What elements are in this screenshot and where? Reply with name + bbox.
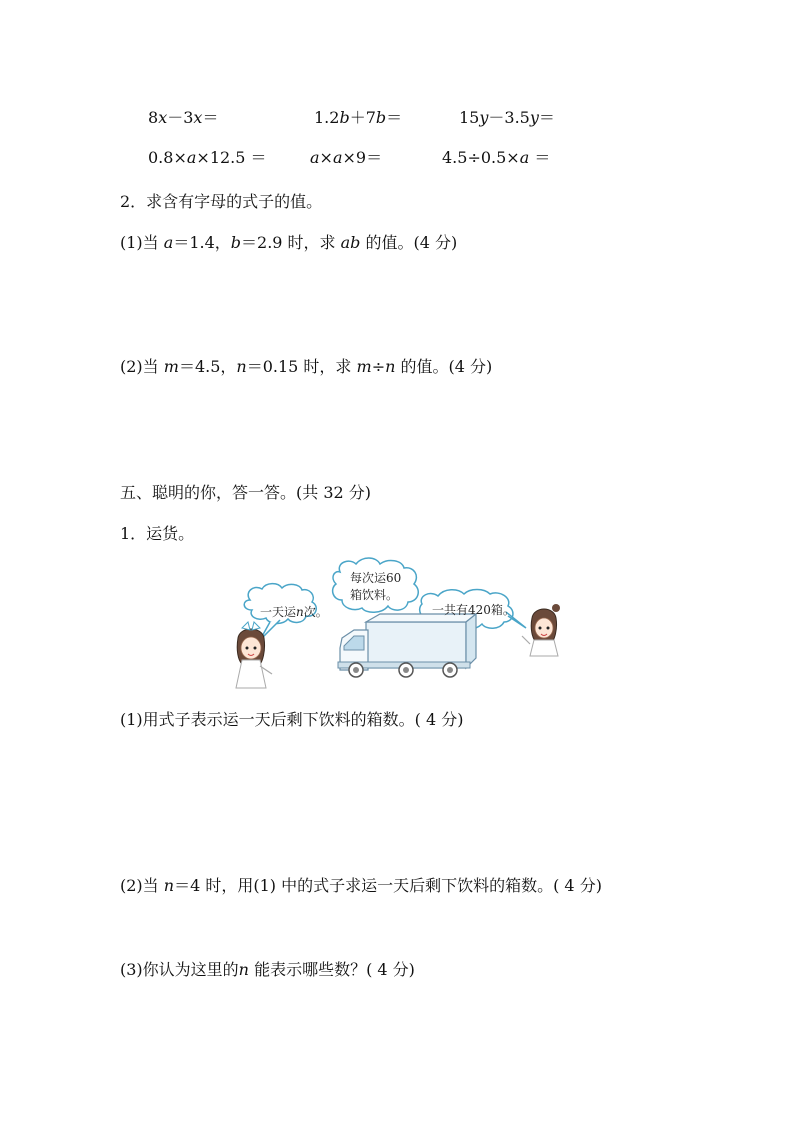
girl-right-icon <box>522 604 560 656</box>
truck-icon <box>338 614 476 677</box>
question-2-part-1: (1)当 a＝1.4，b＝2.9 时，求 ab 的值。(4 分) <box>120 233 458 252</box>
expr-15y-minus-3-5y: 15y－3.5y＝ <box>459 108 555 127</box>
bubble-left-text: 一天运n次。 <box>260 605 328 619</box>
question-2-title: 2．求含有字母的式子的值。 <box>120 192 323 211</box>
bubble-middle-text-line-2: 箱饮料。 <box>350 588 399 602</box>
question-5-1-part-1: (1)用式子表示运一天后剩下饮料的箱数。( 4 分) <box>120 710 464 729</box>
bubble-middle-text-line-1: 每次运60 <box>350 571 402 585</box>
bubble-right-text: 一共有420箱。 <box>432 603 515 617</box>
expr-4-5-div-0-5-a: 4.5÷0.5×a ＝ <box>442 148 551 167</box>
question-5-1-part-3: (3)你认为这里的n 能表示哪些数？( 4 分) <box>120 960 415 979</box>
section-5-title: 五、聪明的你，答一答。(共 32 分) <box>120 483 372 502</box>
question-5-1-part-2: (2)当 n＝4 时，用(1) 中的式子求运一天后剩下饮料的箱数。( 4 分) <box>120 876 602 895</box>
expr-a-a-9: a×a×9＝ <box>310 148 383 167</box>
expr-8x-minus-3x: 8x－3x＝ <box>148 108 219 127</box>
expr-0-8-a-12-5: 0.8×a×12.5 ＝ <box>148 148 267 167</box>
expr-1-2b-plus-7b: 1.2b＋7b＝ <box>314 108 403 127</box>
question-2-part-2: (2)当 m＝4.5，n＝0.15 时，求 m÷n 的值。(4 分) <box>120 357 493 376</box>
delivery-illustration <box>230 556 560 692</box>
item-1-title: 1．运货。 <box>120 524 195 543</box>
